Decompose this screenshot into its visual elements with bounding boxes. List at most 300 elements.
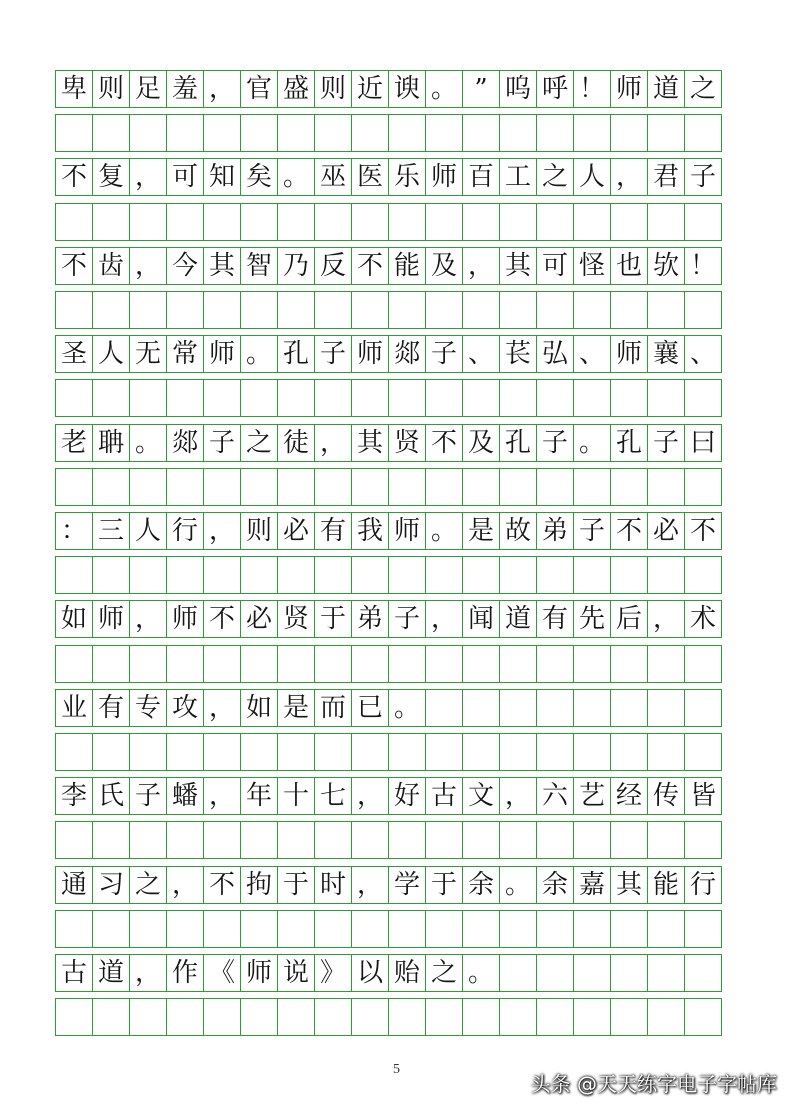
practice-cell[interactable] — [129, 379, 167, 417]
practice-cell[interactable] — [647, 910, 685, 948]
practice-cell[interactable] — [203, 556, 241, 594]
practice-cell[interactable] — [240, 733, 278, 771]
character-cell: 子 — [388, 600, 426, 638]
practice-row — [55, 733, 739, 771]
character-cell — [647, 954, 685, 992]
practice-cell[interactable] — [425, 821, 463, 859]
practice-cell[interactable] — [684, 556, 722, 594]
practice-cell[interactable] — [129, 645, 167, 683]
practice-cell[interactable] — [647, 114, 685, 152]
practice-cell[interactable] — [351, 291, 389, 329]
character-cell: 必 — [647, 512, 685, 550]
character-cell: 百 — [462, 158, 500, 196]
practice-cell[interactable] — [499, 821, 537, 859]
practice-row — [55, 114, 739, 152]
practice-cell[interactable] — [536, 379, 574, 417]
practice-cell[interactable] — [647, 645, 685, 683]
practice-cell[interactable] — [684, 998, 722, 1036]
character-cell: ， — [351, 777, 389, 815]
practice-cell[interactable] — [499, 998, 537, 1036]
character-cell: 经 — [610, 777, 648, 815]
character-cell: 。 — [277, 158, 315, 196]
character-cell: 贤 — [388, 424, 426, 462]
practice-cell[interactable] — [166, 998, 204, 1036]
character-cell: 师 — [351, 335, 389, 373]
character-cell: 羞 — [166, 70, 204, 108]
text-row — [55, 424, 739, 462]
practice-cell[interactable] — [351, 556, 389, 594]
practice-cell[interactable] — [499, 203, 537, 241]
character-cell: 故 — [499, 512, 537, 550]
practice-cell[interactable] — [240, 291, 278, 329]
character-cell — [610, 689, 648, 727]
practice-cell[interactable] — [462, 645, 500, 683]
practice-cell[interactable] — [388, 379, 426, 417]
practice-cell[interactable] — [536, 203, 574, 241]
practice-cell[interactable] — [388, 645, 426, 683]
practice-cell[interactable] — [610, 733, 648, 771]
practice-cell[interactable] — [129, 998, 167, 1036]
practice-cell[interactable] — [647, 556, 685, 594]
character-cell: 行 — [166, 512, 204, 550]
practice-cell[interactable] — [92, 556, 130, 594]
practice-cell[interactable] — [277, 910, 315, 948]
character-cell: 欤 — [647, 247, 685, 285]
practice-cell[interactable] — [166, 733, 204, 771]
practice-cell[interactable] — [203, 645, 241, 683]
practice-cell[interactable] — [314, 379, 352, 417]
character-cell: 作 — [166, 954, 204, 992]
practice-cell[interactable] — [499, 556, 537, 594]
practice-cell[interactable] — [203, 821, 241, 859]
practice-cell[interactable] — [277, 468, 315, 506]
practice-cell[interactable] — [314, 645, 352, 683]
practice-cell[interactable] — [166, 910, 204, 948]
practice-cell[interactable] — [203, 910, 241, 948]
character-cell: 不 — [55, 247, 93, 285]
practice-cell[interactable] — [203, 468, 241, 506]
practice-cell[interactable] — [610, 821, 648, 859]
practice-cell[interactable] — [92, 203, 130, 241]
practice-cell[interactable] — [647, 291, 685, 329]
practice-cell[interactable] — [425, 203, 463, 241]
character-cell: 孔 — [610, 424, 648, 462]
character-cell: 余 — [462, 866, 500, 904]
practice-cell[interactable] — [277, 203, 315, 241]
character-cell: ， — [203, 70, 241, 108]
practice-cell[interactable] — [425, 379, 463, 417]
character-cell: 必 — [240, 600, 278, 638]
practice-cell[interactable] — [684, 379, 722, 417]
practice-cell[interactable] — [684, 114, 722, 152]
character-cell: 之 — [240, 424, 278, 462]
text-row — [55, 866, 739, 904]
practice-cell[interactable] — [129, 114, 167, 152]
practice-cell[interactable] — [610, 291, 648, 329]
character-cell: 以 — [351, 954, 389, 992]
practice-cell[interactable] — [462, 556, 500, 594]
character-cell: 《 — [203, 954, 241, 992]
practice-cell[interactable] — [166, 203, 204, 241]
practice-cell[interactable] — [203, 998, 241, 1036]
practice-cell[interactable] — [536, 291, 574, 329]
character-cell: 有 — [314, 512, 352, 550]
character-cell: 贻 — [388, 954, 426, 992]
practice-cell[interactable] — [536, 998, 574, 1036]
character-cell: ： — [55, 512, 93, 550]
practice-cell[interactable] — [388, 203, 426, 241]
practice-cell[interactable] — [573, 379, 611, 417]
practice-cell[interactable] — [573, 114, 611, 152]
practice-cell[interactable] — [573, 556, 611, 594]
character-cell: 则 — [314, 70, 352, 108]
practice-cell[interactable] — [92, 114, 130, 152]
practice-cell[interactable] — [92, 468, 130, 506]
practice-cell[interactable] — [129, 910, 167, 948]
practice-cell[interactable] — [684, 821, 722, 859]
character-cell: 复 — [92, 158, 130, 196]
practice-cell[interactable] — [240, 821, 278, 859]
practice-cell[interactable] — [351, 645, 389, 683]
character-cell: ， — [499, 777, 537, 815]
practice-cell[interactable] — [92, 645, 130, 683]
character-cell: 也 — [610, 247, 648, 285]
practice-cell[interactable] — [462, 114, 500, 152]
practice-cell[interactable] — [129, 468, 167, 506]
practice-cell[interactable] — [573, 910, 611, 948]
character-cell: 而 — [314, 689, 352, 727]
practice-cell[interactable] — [388, 910, 426, 948]
text-row — [55, 512, 739, 550]
character-cell: 师 — [92, 600, 130, 638]
character-cell: 已 — [351, 689, 389, 727]
character-cell: 李 — [55, 777, 93, 815]
practice-cell[interactable] — [92, 998, 130, 1036]
practice-cell[interactable] — [647, 998, 685, 1036]
practice-cell[interactable] — [536, 645, 574, 683]
character-cell: 子 — [647, 424, 685, 462]
character-cell: 氏 — [92, 777, 130, 815]
character-cell: 古 — [55, 954, 93, 992]
practice-cell[interactable] — [462, 821, 500, 859]
character-cell: 不 — [425, 424, 463, 462]
character-cell: 通 — [55, 866, 93, 904]
practice-cell[interactable] — [92, 733, 130, 771]
practice-cell[interactable] — [425, 114, 463, 152]
practice-cell[interactable] — [92, 379, 130, 417]
character-cell: 师 — [610, 335, 648, 373]
practice-cell[interactable] — [203, 733, 241, 771]
practice-row — [55, 821, 739, 859]
character-cell: 可 — [536, 247, 574, 285]
practice-cell[interactable] — [277, 114, 315, 152]
practice-cell[interactable] — [240, 379, 278, 417]
character-cell: 人 — [573, 158, 611, 196]
character-cell: 七 — [314, 777, 352, 815]
text-row — [55, 335, 739, 373]
character-cell: 怪 — [573, 247, 611, 285]
practice-cell[interactable] — [536, 733, 574, 771]
practice-cell[interactable] — [277, 645, 315, 683]
practice-cell[interactable] — [388, 998, 426, 1036]
character-cell: 郯 — [166, 424, 204, 462]
practice-cell[interactable] — [573, 468, 611, 506]
practice-row — [55, 291, 739, 329]
practice-cell[interactable] — [462, 733, 500, 771]
practice-cell[interactable] — [388, 468, 426, 506]
character-cell: 嘉 — [573, 866, 611, 904]
practice-cell[interactable] — [684, 203, 722, 241]
practice-cell[interactable] — [425, 291, 463, 329]
character-cell: 道 — [647, 70, 685, 108]
practice-cell[interactable] — [166, 379, 204, 417]
practice-cell[interactable] — [536, 910, 574, 948]
character-cell: 。 — [240, 335, 278, 373]
practice-cell[interactable] — [203, 114, 241, 152]
practice-cell[interactable] — [55, 379, 93, 417]
practice-cell[interactable] — [314, 733, 352, 771]
character-cell — [684, 689, 722, 727]
practice-cell[interactable] — [684, 468, 722, 506]
practice-cell[interactable] — [166, 468, 204, 506]
practice-cell[interactable] — [684, 910, 722, 948]
practice-cell[interactable] — [499, 291, 537, 329]
character-cell: 文 — [462, 777, 500, 815]
practice-cell[interactable] — [240, 556, 278, 594]
practice-cell[interactable] — [573, 291, 611, 329]
practice-cell[interactable] — [573, 645, 611, 683]
practice-cell[interactable] — [573, 821, 611, 859]
practice-cell[interactable] — [166, 556, 204, 594]
practice-cell[interactable] — [610, 645, 648, 683]
character-cell: 乃 — [277, 247, 315, 285]
practice-cell[interactable] — [351, 203, 389, 241]
character-cell — [499, 954, 537, 992]
practice-cell[interactable] — [55, 468, 93, 506]
practice-cell[interactable] — [684, 733, 722, 771]
practice-cell[interactable] — [351, 379, 389, 417]
practice-cell[interactable] — [351, 733, 389, 771]
practice-cell[interactable] — [425, 468, 463, 506]
character-cell: 道 — [92, 954, 130, 992]
practice-cell[interactable] — [277, 379, 315, 417]
character-cell: 能 — [647, 866, 685, 904]
practice-cell[interactable] — [55, 733, 93, 771]
practice-cell[interactable] — [462, 379, 500, 417]
practice-cell[interactable] — [314, 291, 352, 329]
practice-cell[interactable] — [314, 556, 352, 594]
practice-cell[interactable] — [610, 468, 648, 506]
practice-cell[interactable] — [462, 468, 500, 506]
practice-cell[interactable] — [277, 821, 315, 859]
practice-cell[interactable] — [166, 291, 204, 329]
practice-cell[interactable] — [499, 114, 537, 152]
practice-cell[interactable] — [277, 998, 315, 1036]
practice-cell[interactable] — [536, 556, 574, 594]
practice-cell[interactable] — [425, 998, 463, 1036]
practice-cell[interactable] — [129, 821, 167, 859]
character-cell: 三 — [92, 512, 130, 550]
character-cell — [536, 689, 574, 727]
practice-cell[interactable] — [240, 468, 278, 506]
practice-cell[interactable] — [425, 733, 463, 771]
practice-cell[interactable] — [388, 114, 426, 152]
practice-cell[interactable] — [499, 379, 537, 417]
practice-cell[interactable] — [610, 379, 648, 417]
character-cell: 襄 — [647, 335, 685, 373]
practice-cell[interactable] — [499, 468, 537, 506]
character-cell: 不 — [610, 512, 648, 550]
practice-cell[interactable] — [647, 379, 685, 417]
character-cell — [573, 689, 611, 727]
practice-cell[interactable] — [610, 203, 648, 241]
practice-cell[interactable] — [351, 114, 389, 152]
practice-cell[interactable] — [573, 733, 611, 771]
practice-cell[interactable] — [277, 556, 315, 594]
practice-cell[interactable] — [55, 203, 93, 241]
practice-cell[interactable] — [425, 910, 463, 948]
practice-cell[interactable] — [388, 291, 426, 329]
practice-row — [55, 379, 739, 417]
character-cell: 专 — [129, 689, 167, 727]
practice-cell[interactable] — [166, 114, 204, 152]
practice-cell[interactable] — [92, 910, 130, 948]
character-cell: 。 — [425, 512, 463, 550]
character-cell: 子 — [684, 158, 722, 196]
character-cell: ， — [129, 247, 167, 285]
practice-cell[interactable] — [388, 733, 426, 771]
practice-cell[interactable] — [425, 645, 463, 683]
practice-cell[interactable] — [240, 998, 278, 1036]
practice-cell[interactable] — [351, 821, 389, 859]
practice-cell[interactable] — [129, 291, 167, 329]
practice-cell[interactable] — [536, 821, 574, 859]
practice-cell[interactable] — [240, 645, 278, 683]
practice-cell[interactable] — [536, 114, 574, 152]
character-cell: 其 — [499, 247, 537, 285]
practice-cell[interactable] — [240, 910, 278, 948]
practice-cell[interactable] — [203, 379, 241, 417]
character-cell: 师 — [166, 600, 204, 638]
practice-cell[interactable] — [462, 910, 500, 948]
practice-cell[interactable] — [388, 556, 426, 594]
practice-cell[interactable] — [684, 291, 722, 329]
practice-cell[interactable] — [314, 910, 352, 948]
practice-cell[interactable] — [129, 733, 167, 771]
practice-cell[interactable] — [647, 821, 685, 859]
practice-cell[interactable] — [129, 556, 167, 594]
practice-cell[interactable] — [55, 114, 93, 152]
practice-cell[interactable] — [314, 998, 352, 1036]
practice-cell[interactable] — [203, 291, 241, 329]
practice-cell[interactable] — [647, 468, 685, 506]
practice-cell[interactable] — [166, 645, 204, 683]
character-cell: 。 — [573, 424, 611, 462]
practice-cell[interactable] — [610, 910, 648, 948]
practice-cell[interactable] — [351, 468, 389, 506]
practice-cell[interactable] — [314, 114, 352, 152]
practice-cell[interactable] — [499, 733, 537, 771]
practice-cell[interactable] — [240, 114, 278, 152]
practice-cell[interactable] — [351, 998, 389, 1036]
practice-cell[interactable] — [388, 821, 426, 859]
character-cell: 谀 — [388, 70, 426, 108]
practice-cell[interactable] — [55, 556, 93, 594]
practice-cell[interactable] — [425, 556, 463, 594]
character-cell: ， — [314, 424, 352, 462]
practice-row — [55, 645, 739, 683]
practice-cell[interactable] — [462, 291, 500, 329]
practice-cell[interactable] — [314, 468, 352, 506]
practice-cell[interactable] — [610, 556, 648, 594]
character-cell: 行 — [684, 866, 722, 904]
practice-cell[interactable] — [277, 733, 315, 771]
practice-cell[interactable] — [55, 291, 93, 329]
practice-cell[interactable] — [351, 910, 389, 948]
character-cell: 不 — [351, 247, 389, 285]
practice-cell[interactable] — [314, 821, 352, 859]
practice-cell[interactable] — [573, 998, 611, 1036]
character-cell: ， — [203, 689, 241, 727]
practice-cell[interactable] — [129, 203, 167, 241]
character-cell: 弘 — [536, 335, 574, 373]
practice-cell[interactable] — [610, 114, 648, 152]
character-cell: 子 — [314, 335, 352, 373]
practice-cell[interactable] — [55, 910, 93, 948]
character-cell: 人 — [129, 512, 167, 550]
character-cell: 知 — [203, 158, 241, 196]
character-cell: 艺 — [573, 777, 611, 815]
practice-cell[interactable] — [277, 291, 315, 329]
practice-cell[interactable] — [499, 645, 537, 683]
practice-cell[interactable] — [610, 998, 648, 1036]
character-cell: 于 — [277, 866, 315, 904]
practice-cell[interactable] — [240, 203, 278, 241]
practice-row — [55, 203, 739, 241]
practice-cell[interactable] — [92, 821, 130, 859]
practice-cell[interactable] — [684, 645, 722, 683]
practice-cell[interactable] — [203, 203, 241, 241]
character-cell: 不 — [55, 158, 93, 196]
character-cell: ， — [166, 866, 204, 904]
practice-cell[interactable] — [55, 998, 93, 1036]
character-cell: 常 — [166, 335, 204, 373]
practice-cell[interactable] — [536, 468, 574, 506]
practice-cell[interactable] — [499, 910, 537, 948]
practice-cell[interactable] — [462, 203, 500, 241]
practice-row — [55, 910, 739, 948]
practice-cell[interactable] — [647, 203, 685, 241]
watermark: 头条 @天天练字电子字帖库 — [530, 1072, 777, 1096]
character-cell: 则 — [240, 512, 278, 550]
practice-cell[interactable] — [55, 645, 93, 683]
character-cell: ， — [203, 512, 241, 550]
character-cell — [499, 689, 537, 727]
character-cell: ， — [462, 247, 500, 285]
practice-cell[interactable] — [55, 821, 93, 859]
practice-cell[interactable] — [166, 821, 204, 859]
practice-cell[interactable] — [647, 733, 685, 771]
character-cell: 我 — [351, 512, 389, 550]
character-cell: 其 — [203, 247, 241, 285]
practice-cell[interactable] — [573, 203, 611, 241]
practice-cell[interactable] — [314, 203, 352, 241]
practice-cell[interactable] — [462, 998, 500, 1036]
practice-cell[interactable] — [92, 291, 130, 329]
character-cell: 之 — [425, 954, 463, 992]
character-cell: 子 — [573, 512, 611, 550]
character-cell: 如 — [240, 689, 278, 727]
